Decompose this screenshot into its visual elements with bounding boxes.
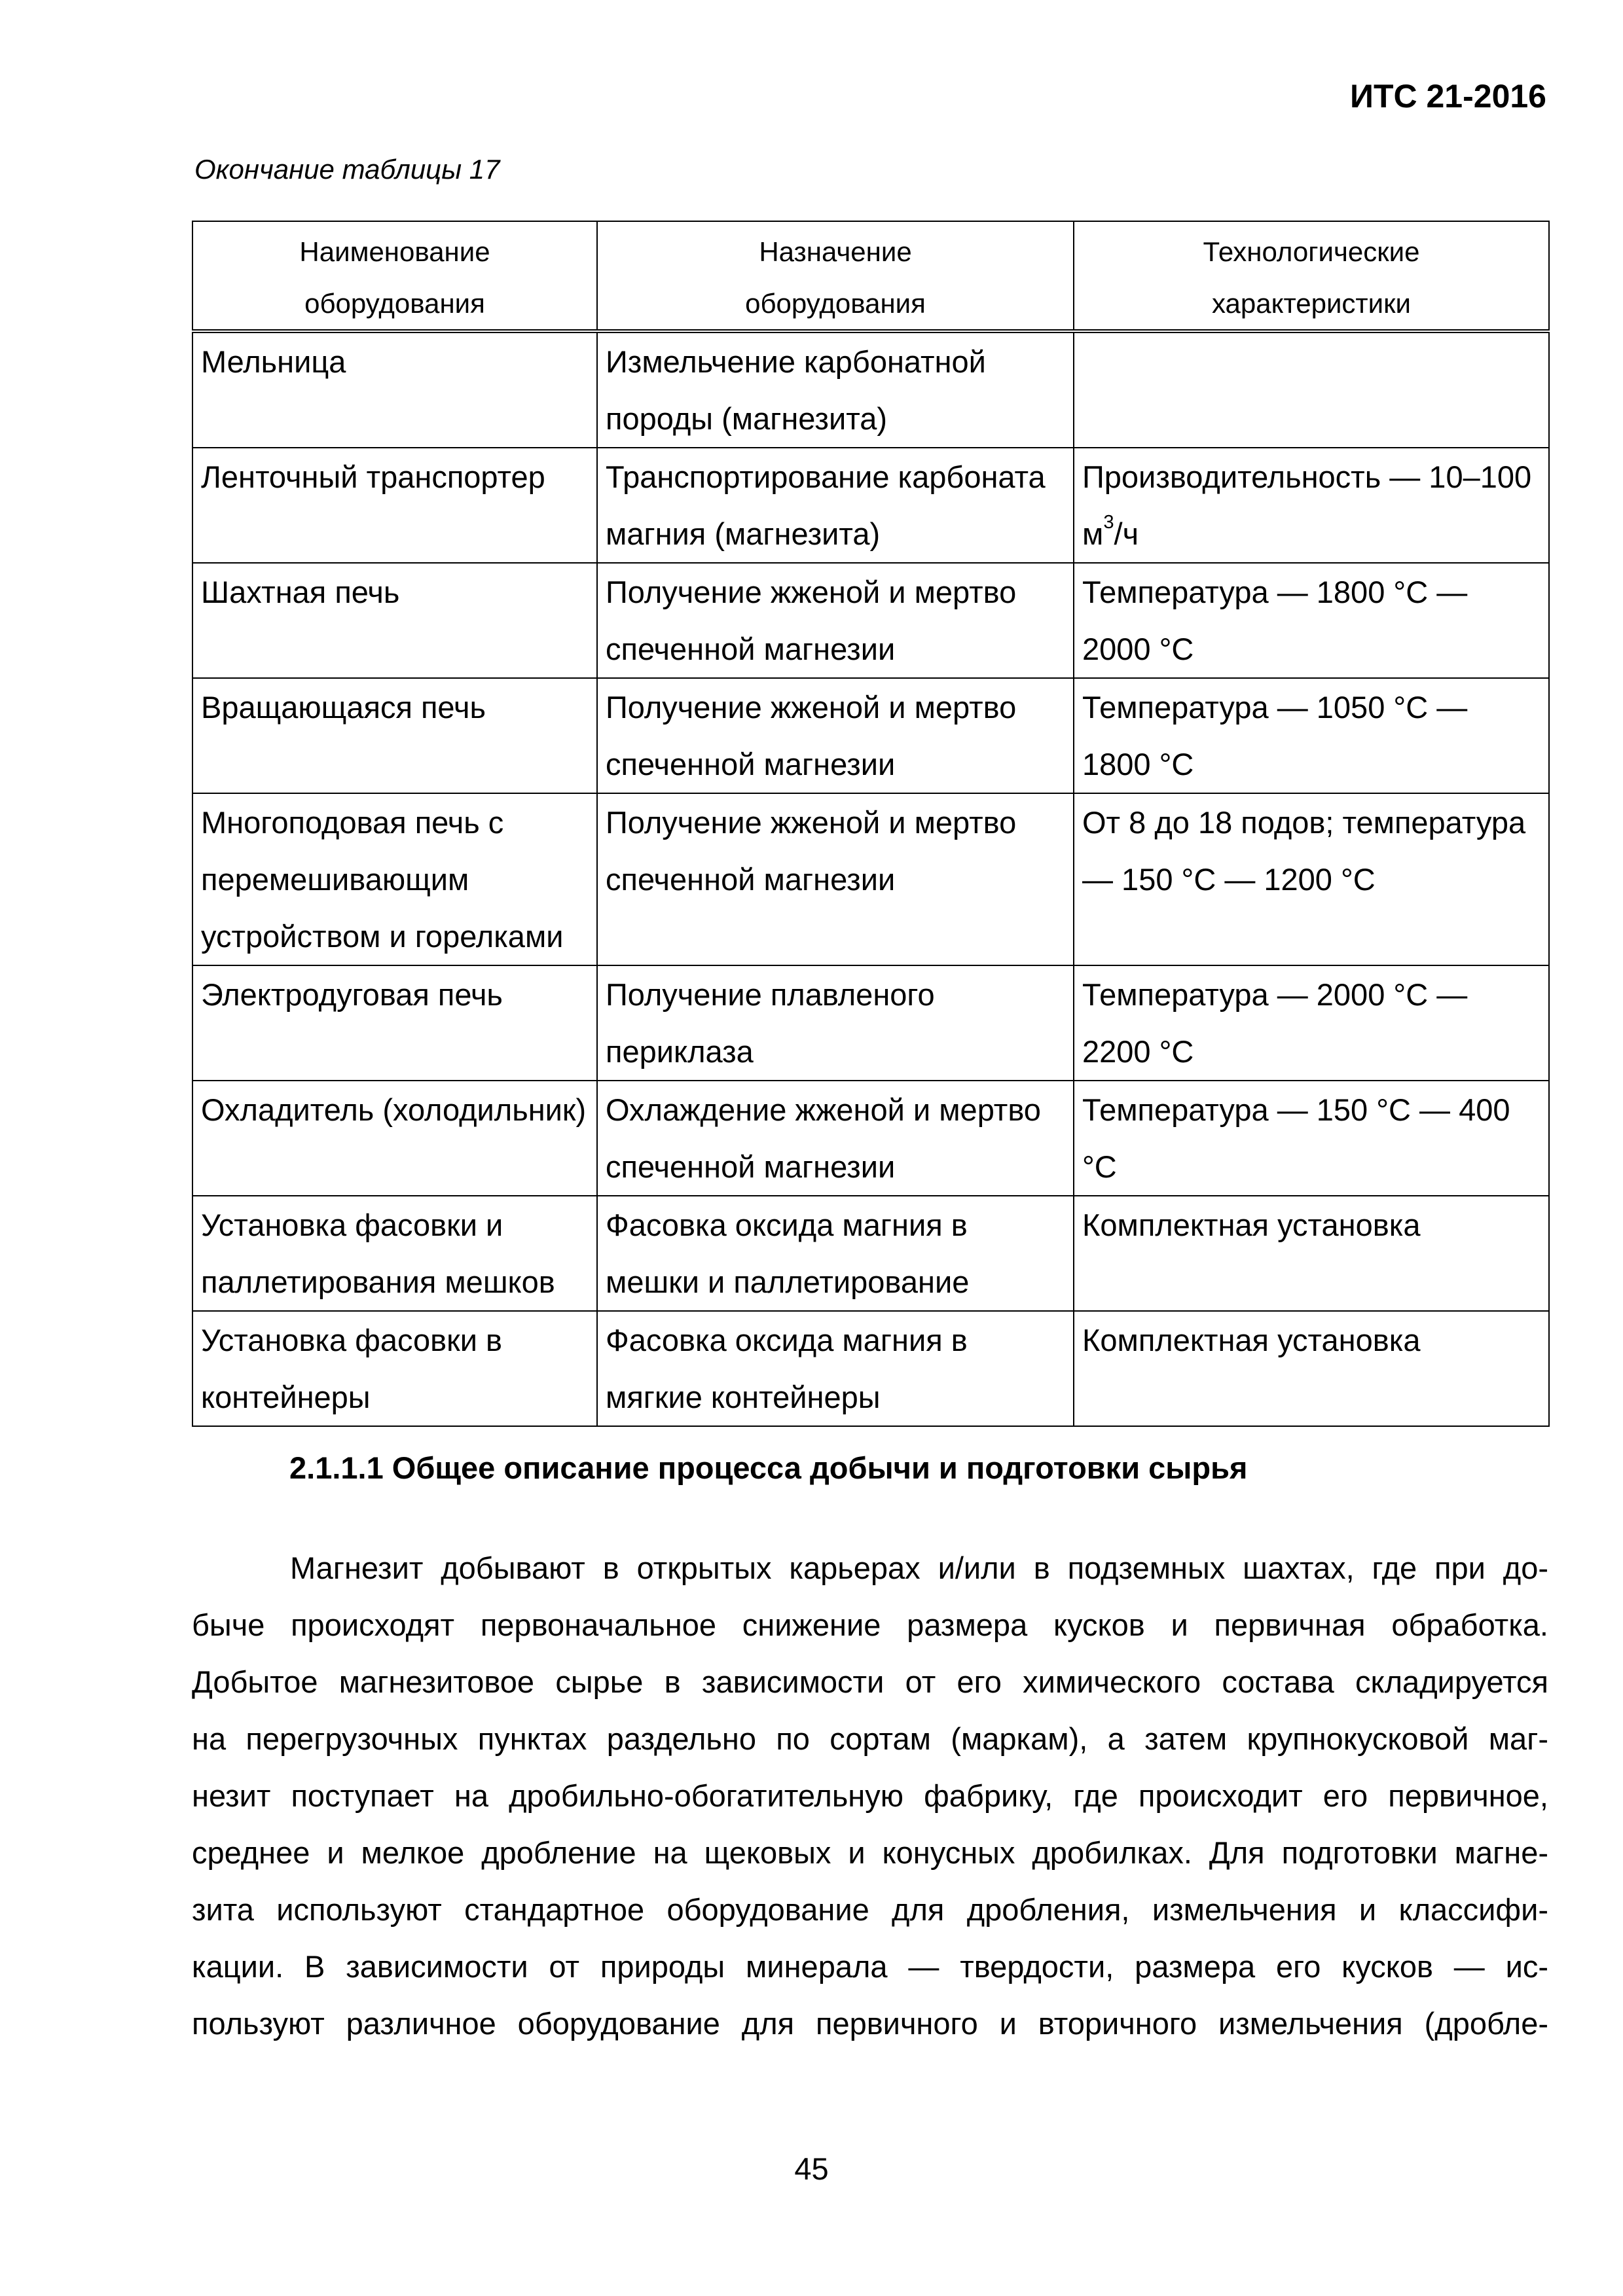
equipment-name-cell: Ленточный транспортер (192, 448, 597, 563)
header-tech-specs: Технологические характеристики (1074, 221, 1549, 331)
paragraph-line: Магнезит добывают в открытых карьерах и/или в подземных шахтах, где при до- (290, 1551, 1548, 1585)
equipment-purpose-cell: Получение плавленого периклаза (597, 965, 1074, 1081)
equipment-specs-cell: Температура — 1800 °C — 2000 °C (1074, 563, 1549, 678)
equipment-purpose-cell: Охлаждение жженой и мертво спеченной магнезии (597, 1081, 1074, 1196)
equipment-specs-cell: Температура — 1050 °C — 1800 °C (1074, 678, 1549, 793)
paragraph-line: среднее и мелкое дробление на щековых и конусных дробилках. Для подготовки магне- (192, 1835, 1548, 1870)
equipment-purpose-cell: Получение жженой и мертво спеченной магнезии (597, 793, 1074, 965)
equipment-specs-cell: Производительность — 10–100 $м^3/ч$ (1074, 448, 1549, 563)
header-equipment-name: Наименование оборудования (192, 221, 597, 331)
table-row (192, 1311, 1549, 1426)
table-row (192, 965, 1549, 1081)
table-header-row (192, 221, 1549, 331)
paragraph-line: Добытое магнезитовое сырье в зависимости от его химического состава складируется (192, 1664, 1548, 1699)
equipment-name-cell: Шахтная печь (192, 563, 597, 678)
equipment-purpose-cell: Измельчение карбонатной породы (магнезита) (597, 331, 1074, 448)
paragraph-line: зита используют стандартное оборудование для дробления, измельчения и классифи- (192, 1892, 1548, 1927)
table-row (192, 563, 1549, 678)
equipment-specs-cell: Комплектная установка (1074, 1311, 1549, 1426)
paragraph-line: быче происходят первоначальное снижение размера кусков и первичная обработка. (192, 1607, 1548, 1642)
body-paragraph (192, 1539, 1548, 2052)
table-row (192, 331, 1549, 448)
equipment-purpose-cell: Транспортирование карбоната магния (магнезита) (597, 448, 1074, 563)
table-row (192, 678, 1549, 793)
equipment-specs-cell: Температура — 2000 °C — 2200 °C (1074, 965, 1549, 1081)
equipment-specs-cell: От 8 до 18 подов; температура — 150 °C — 1200 °C (1074, 793, 1549, 965)
paragraph-line: пользуют различное оборудование для первичного и вторичного измельчения (дробле- (192, 2006, 1548, 2041)
equipment-name-cell: Установка фасовки в контейнеры (192, 1311, 597, 1426)
equipment-purpose-cell: Фасовка оксида магния в мешки и паллетирование (597, 1196, 1074, 1311)
equipment-name-cell: Электродуговая печь (192, 965, 597, 1081)
equipment-purpose-cell: Получение жженой и мертво спеченной магнезии (597, 678, 1074, 793)
equipment-specs-cell (1074, 331, 1549, 448)
equipment-name-cell: Многоподовая печь с перемешивающим устройством и горелками (192, 793, 597, 965)
table-row (192, 448, 1549, 563)
equipment-name-cell: Вращающаяся печь (192, 678, 597, 793)
superscript: 3 (1103, 512, 1114, 533)
paragraph-line: незит поступает на дробильно-обогатительную фабрику, где происходит его первичное, (192, 1778, 1548, 1813)
equipment-table (192, 221, 1550, 1427)
paragraph-line: на перегрузочных пунктах раздельно по сортам (маркам), а затем крупнокусковой маг- (192, 1721, 1548, 1756)
table-row (192, 1196, 1549, 1311)
equipment-name-cell: Установка фасовки и паллетирования мешков (192, 1196, 597, 1311)
paragraph-line: кации. В зависимости от природы минерала — твердости, размера его кусков — ис- (192, 1949, 1548, 1984)
equipment-name-cell: Охладитель (холодильник) (192, 1081, 597, 1196)
equipment-specs-cell: Комплектная установка (1074, 1196, 1549, 1311)
equipment-purpose-cell: Фасовка оксида магния в мягкие контейнеры (597, 1311, 1074, 1426)
table-row (192, 1081, 1549, 1196)
document-code: ИТС 21-2016 (1350, 78, 1546, 115)
section-heading: 2.1.1.1 Общее описание процесса добычи и подготовки сырья (289, 1450, 1248, 1485)
header-equipment-purpose: Назначение оборудования (597, 221, 1074, 331)
page-number: 45 (794, 2151, 829, 2186)
table-row (192, 793, 1549, 965)
equipment-specs-cell: Температура — 150 °C — 400 °C (1074, 1081, 1549, 1196)
equipment-purpose-cell: Получение жженой и мертво спеченной магнезии (597, 563, 1074, 678)
equipment-name-cell: Мельница (192, 331, 597, 448)
table-caption: Окончание таблицы 17 (194, 154, 500, 185)
